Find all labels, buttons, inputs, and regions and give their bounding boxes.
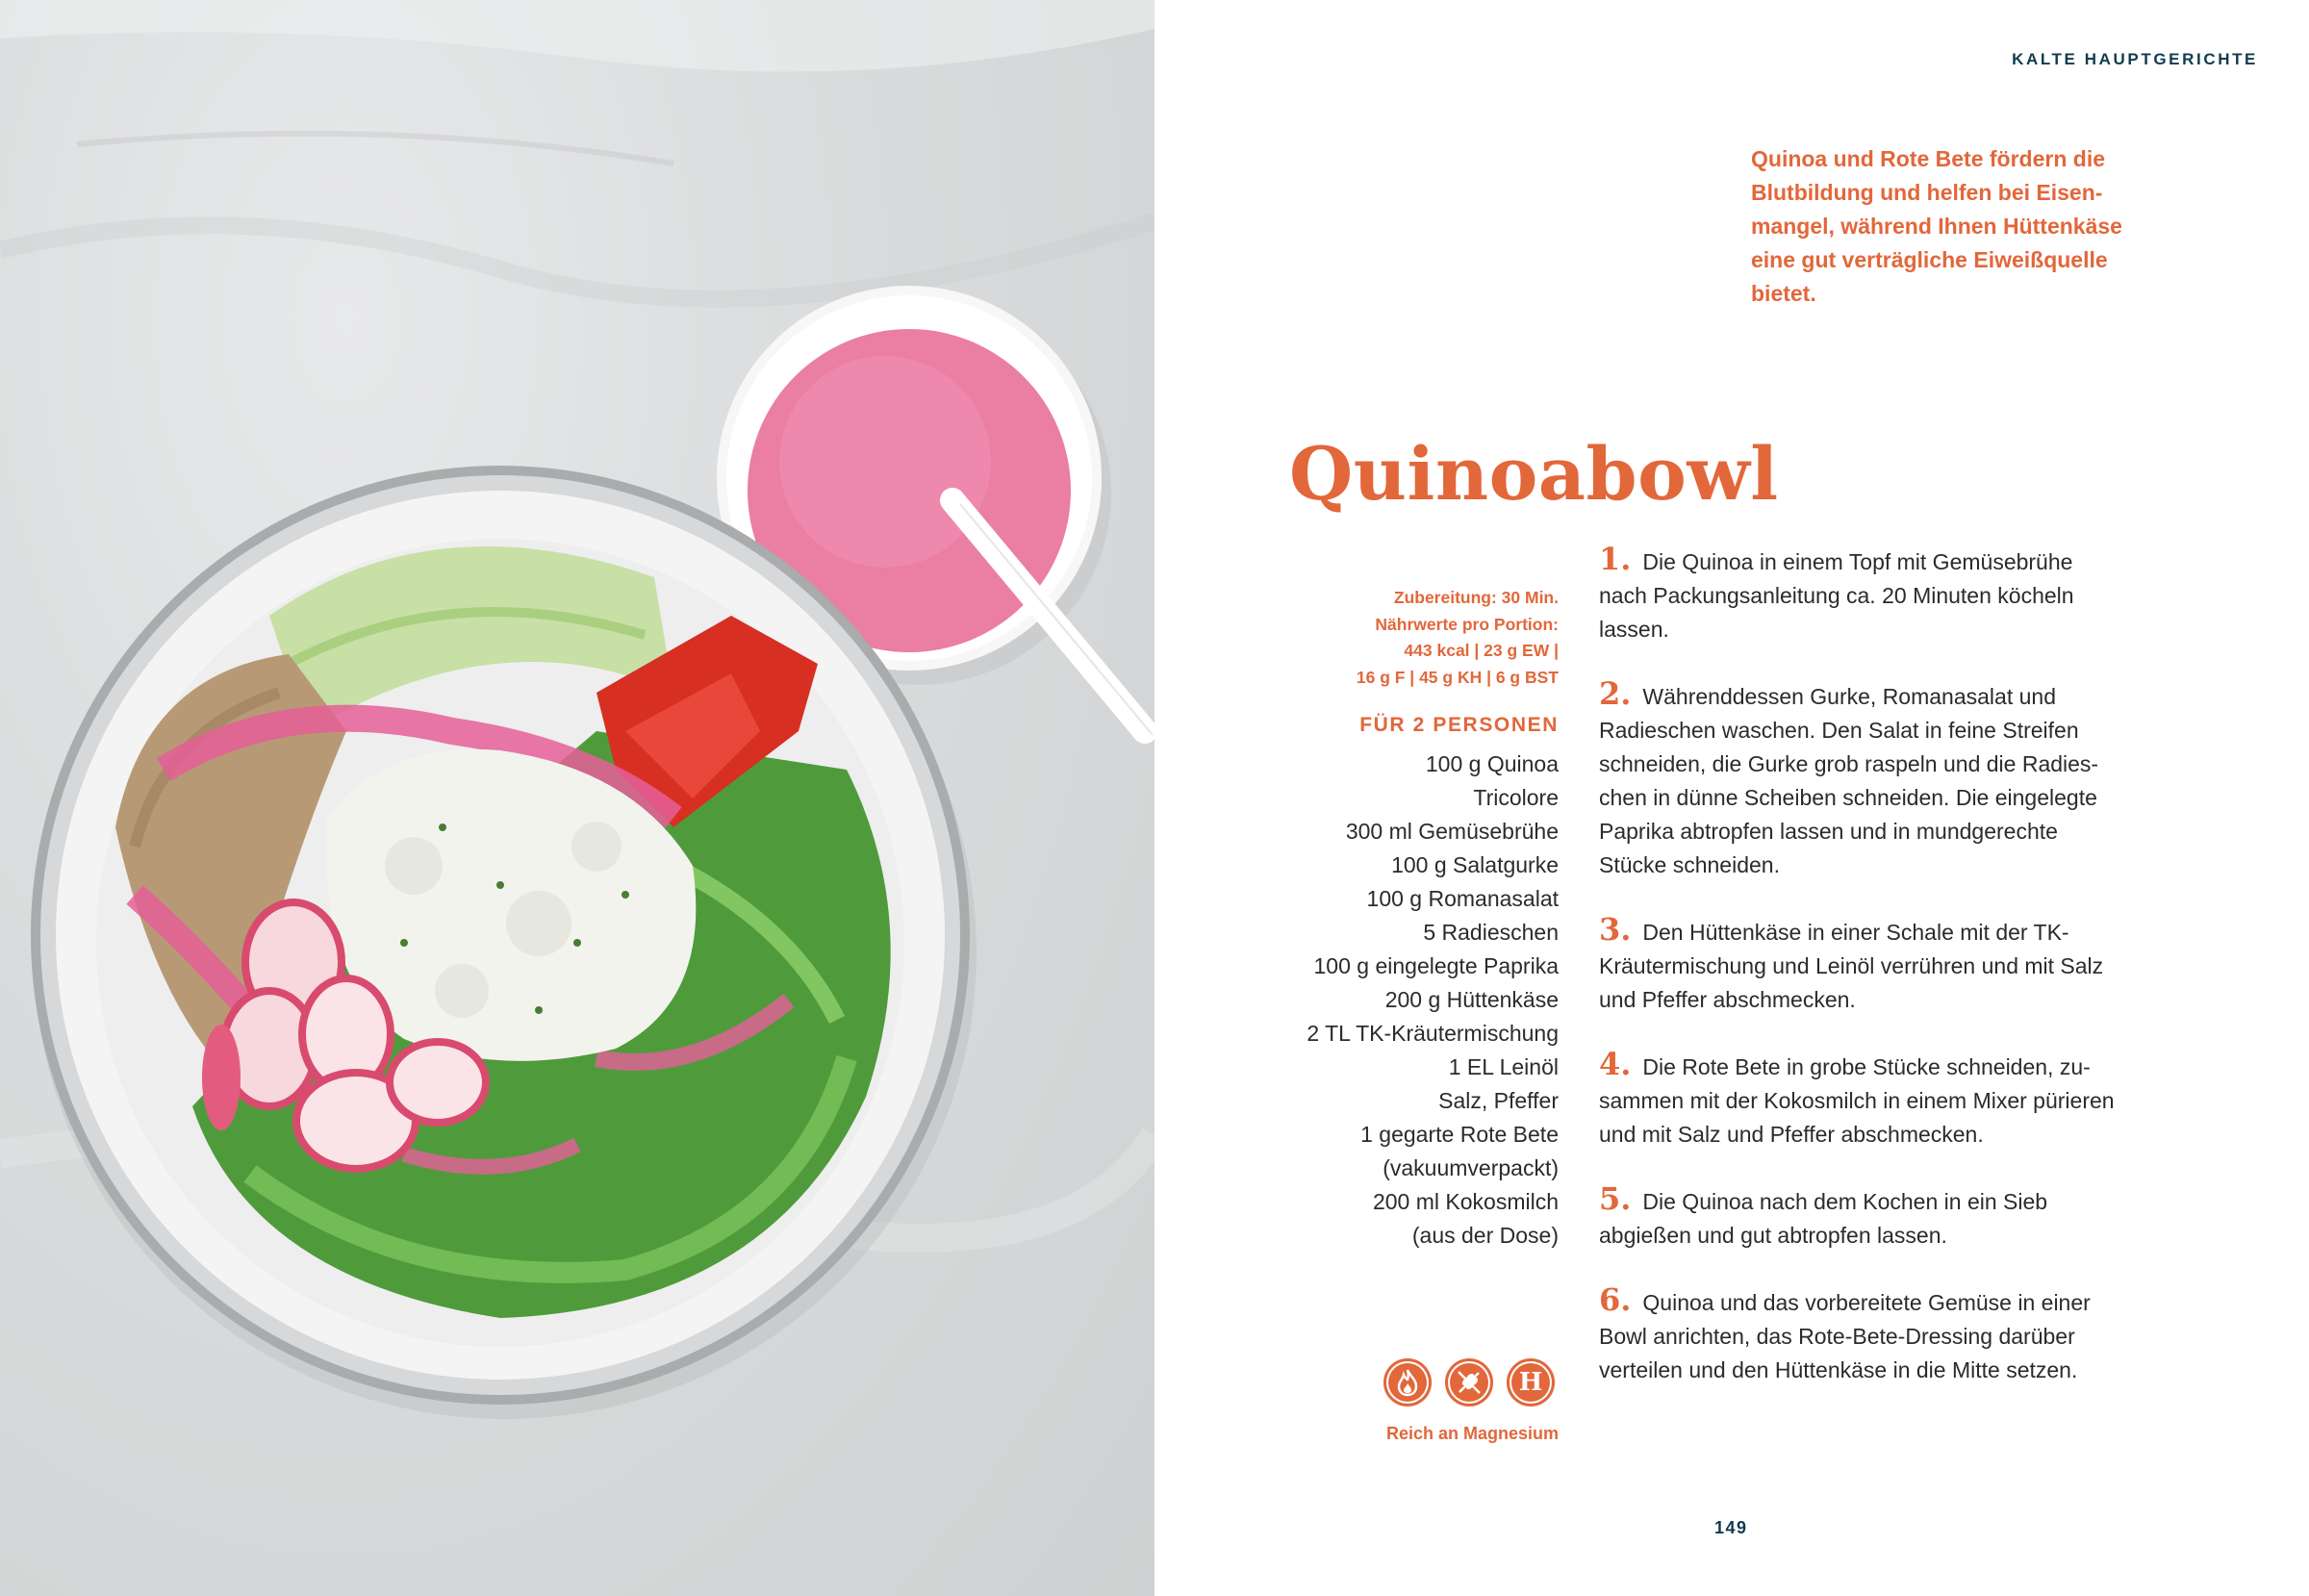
ingredient-item: 2 TL TK-Kräutermischung: [1307, 1021, 1559, 1046]
intro-line: mangel, während Ihnen Hüttenkäse: [1751, 214, 2122, 239]
nutrition-heading: Nährwerte pro Portion:: [1375, 614, 1559, 634]
ingredient-item: 1 gegarte Rote Bete: [1360, 1122, 1559, 1147]
step-text: Quinoa und das vorbereitete Gemüse in einer: [1642, 1290, 2091, 1315]
ingredient-item: (vakuumverpackt): [1383, 1155, 1559, 1180]
step-text: Die Quinoa in einem Topf mit Gemüsebrühe: [1642, 549, 2073, 574]
step-5: [1599, 1180, 2176, 1253]
step-text: chen in dünne Scheiben schneiden. Die eingelegte: [1599, 785, 2097, 810]
step-number: 3.: [1599, 911, 1632, 948]
step-4: [1599, 1046, 2176, 1152]
nutrition-values: 443 kcal | 23 g EW |: [1404, 641, 1559, 660]
intro-line: bietet.: [1751, 281, 1816, 306]
step-number: 1.: [1599, 541, 1632, 577]
step-2: [1599, 675, 2176, 882]
food-photo: [0, 0, 1154, 1596]
step-text: Radieschen waschen. Den Salat in feine Streifen: [1599, 718, 2079, 743]
step-number: 4.: [1599, 1046, 1632, 1082]
ingredient-item: Salz, Pfeffer: [1438, 1088, 1559, 1113]
step-text: Bowl anrichten, das Rote-Bete-Dressing darüber: [1599, 1324, 2075, 1349]
badge-caption: Reich an Magnesium: [1385, 1424, 1559, 1443]
ingredient-item: 300 ml Gemüsebrühe: [1345, 819, 1559, 844]
h-letter-icon: H: [1507, 1358, 1555, 1406]
ingredient-item: 200 g Hüttenkäse: [1384, 987, 1559, 1012]
step-number: 2.: [1599, 675, 1632, 712]
step-text: Die Rote Bete in grobe Stücke schneiden, zu-: [1642, 1054, 2091, 1079]
wheat-icon: [1445, 1358, 1493, 1406]
step-text: Währenddessen Gurke, Romanasalat und: [1642, 684, 2056, 709]
intro-text: [1751, 142, 2174, 311]
step-text: Kräutermischung und Leinöl verrühren und mit Salz: [1599, 953, 2104, 978]
ingredient-item: 100 g Salatgurke: [1391, 852, 1559, 877]
intro-line: Blutbildung und helfen bei Eisen-: [1751, 180, 2103, 205]
intro-line: eine gut verträgliche Eiweißquelle: [1751, 247, 2108, 272]
page-number: 149: [1714, 1518, 1748, 1537]
step-text: schneiden, die Gurke grob raspeln und die Radies-: [1599, 751, 2099, 776]
ingredient-item: (aus der Dose): [1411, 1223, 1559, 1248]
recipe-page: [1154, 0, 2309, 1596]
ingredient-item: 100 g eingelegte Paprika: [1313, 953, 1559, 978]
step-text: Den Hüttenkäse in einer Schale mit der TK-: [1642, 920, 2069, 945]
step-text: sammen mit der Kokosmilch in einem Mixer pürieren: [1599, 1088, 2115, 1113]
recipe-meta: [1299, 585, 1559, 691]
intro-line: Quinoa und Rote Bete fördern die: [1751, 146, 2106, 171]
running-head: KALTE HAUPTGERICHTE: [2012, 50, 2258, 68]
ingredient-item: 5 Radieschen: [1423, 920, 1559, 945]
ingredient-item: 100 g Quinoa: [1425, 751, 1559, 776]
step-text: Paprika abtropfen lassen und in mundgerechte: [1599, 819, 2058, 844]
step-6: [1599, 1281, 2176, 1387]
recipe-title: Quinoabowl: [1289, 431, 1779, 517]
step-text: nach Packungsanleitung ca. 20 Minuten köcheln: [1599, 583, 2074, 608]
step-text: und Pfeffer abschmecken.: [1599, 987, 1856, 1012]
step-1: [1599, 541, 2176, 646]
step-text: Die Quinoa nach dem Kochen in ein Sieb: [1642, 1189, 2048, 1214]
ingredient-item: 200 ml Kokosmilch: [1372, 1189, 1559, 1214]
step-text: Stücke schneiden.: [1599, 852, 1780, 877]
step-3: [1599, 911, 2176, 1017]
step-number: 6.: [1599, 1281, 1632, 1318]
quinoa-bowl-illustration: [0, 0, 1154, 1596]
servings-heading: FÜR 2 PERSONEN: [1359, 714, 1559, 736]
step-number: 5.: [1599, 1180, 1632, 1217]
ingredient-item: Tricolore: [1473, 785, 1559, 810]
step-text: abgießen und gut abtropfen lassen.: [1599, 1223, 1947, 1248]
step-text: verteilen und den Hüttenkäse in die Mitte setzen.: [1599, 1357, 2078, 1382]
prep-time: Zubereitung: 30 Min.: [1393, 588, 1559, 607]
ingredient-item: 100 g Romanasalat: [1366, 886, 1559, 911]
nutrition-values: 16 g F | 45 g KH | 6 g BST: [1356, 667, 1559, 687]
ingredient-item: 1 EL Leinöl: [1448, 1054, 1559, 1079]
recipe-badges: [1383, 1358, 1555, 1406]
ingredient-list: [1241, 747, 1559, 1253]
step-text: lassen.: [1599, 617, 1669, 642]
step-text: und mit Salz und Pfeffer abschmecken.: [1599, 1122, 1984, 1147]
flame-icon: [1383, 1358, 1432, 1406]
